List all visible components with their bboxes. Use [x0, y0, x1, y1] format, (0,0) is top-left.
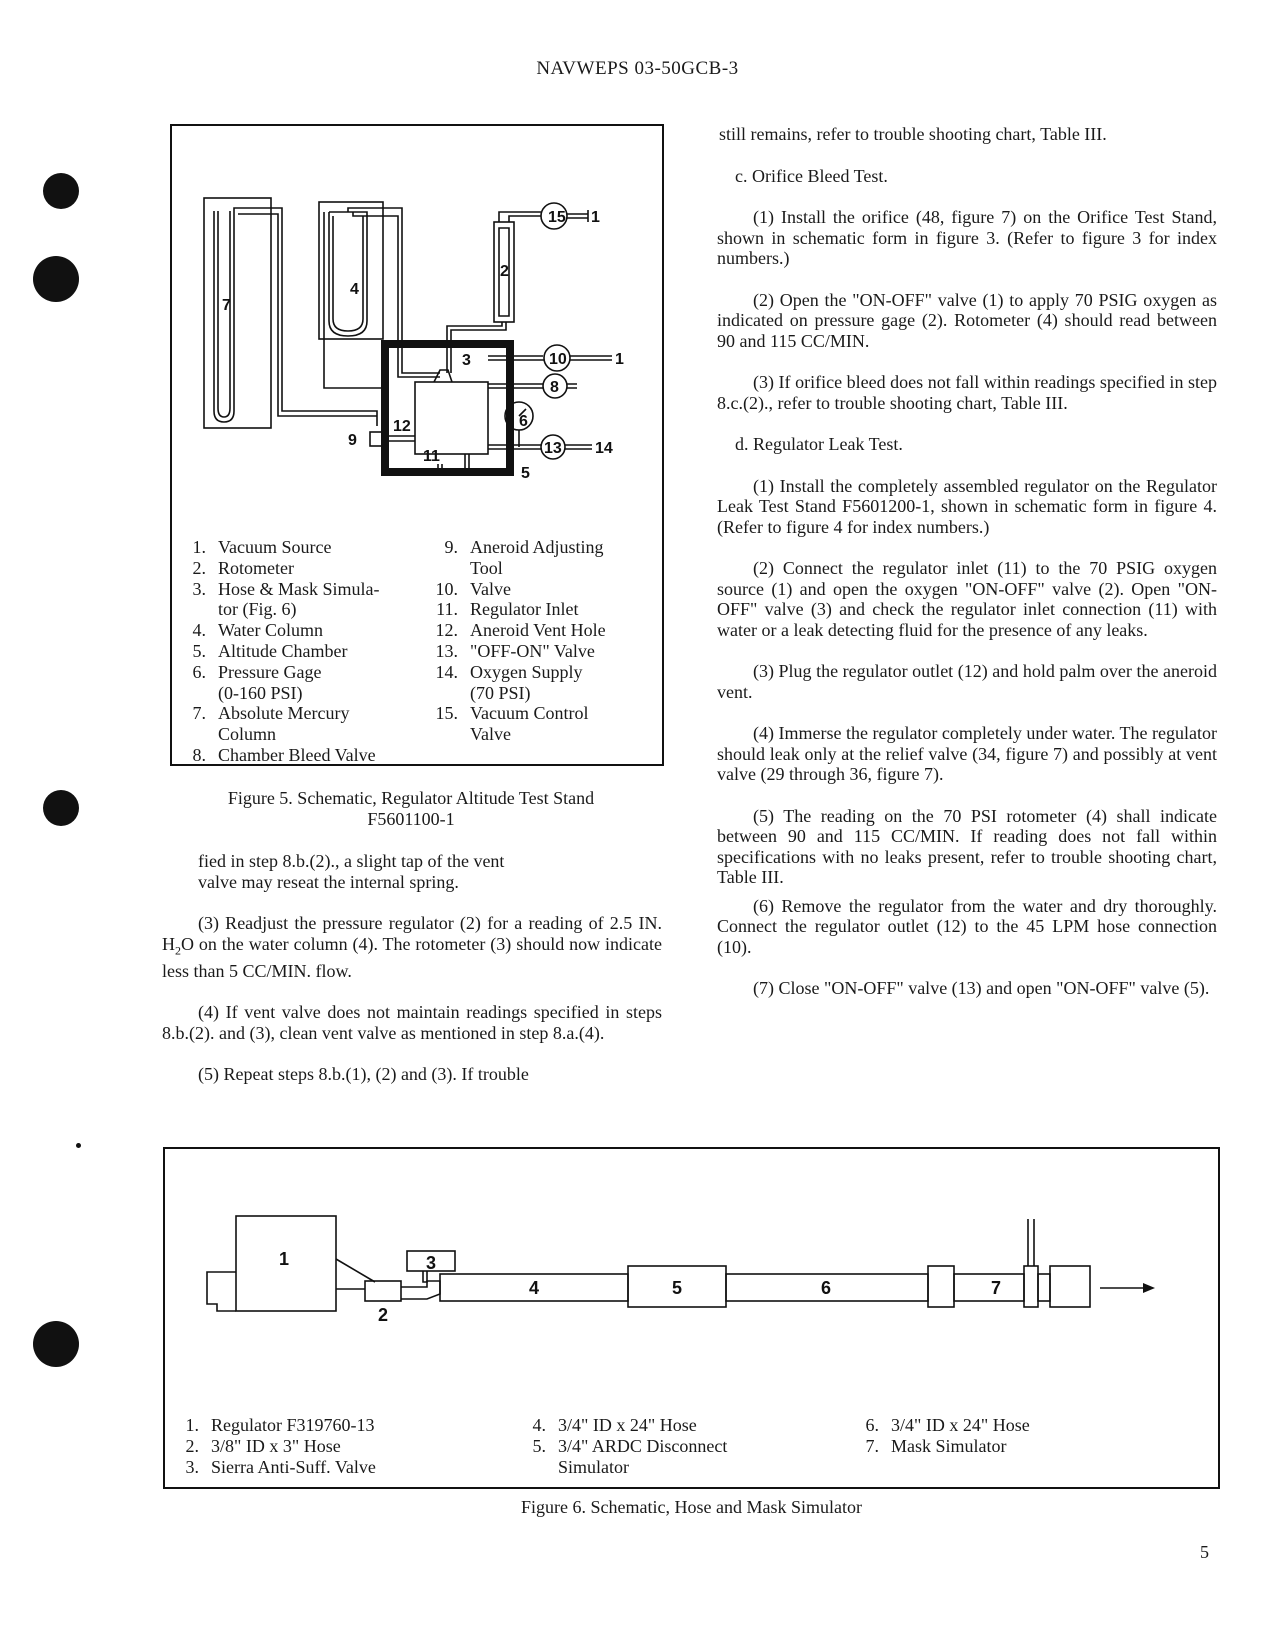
fig5-label: 9 [348, 432, 357, 449]
paragraph: (7) Close "ON-OFF" valve (13) and open "ON-OFF" valve (5). [753, 978, 1210, 998]
fig5-label: 2 [500, 263, 509, 280]
legend-text: Hose & Mask Simula- [218, 578, 380, 599]
fig5-label: 3 [462, 352, 471, 369]
legend-text: Valve [470, 724, 511, 745]
legend-number: 1. [185, 1415, 199, 1435]
fig6-label: 4 [529, 1278, 540, 1298]
legend-item [172, 745, 422, 766]
legend-number: 6. [192, 661, 206, 682]
legend-number [172, 724, 218, 745]
fig5-label: 13 [544, 440, 562, 457]
legend-number: 7. [865, 1435, 879, 1456]
legend-item [512, 1415, 832, 1436]
legend-item [512, 1436, 832, 1457]
section-heading: d. Regulator Leak Test. [735, 434, 903, 454]
legend-text: (0-160 PSI) [218, 682, 303, 703]
legend-number [424, 558, 470, 579]
paragraph: (1) Install the completely assembled regulator on the Regulator Leak Test Stand F5601200-1, shown in schematic form in figure 4. (Refer to figure 4 for index numbers.) [717, 475, 1217, 537]
legend-number: 4. [192, 620, 206, 641]
caption-line: F5601100-1 [367, 809, 455, 829]
legend-item [172, 683, 422, 704]
legend-text: Water Column [218, 620, 324, 641]
legend-number: 10. [435, 578, 458, 599]
fig6-label: 3 [426, 1253, 437, 1273]
section-heading: c. Orifice Bleed Test. [735, 165, 888, 186]
paragraph: fied in step 8.b.(2)., a slight tap of the vent [198, 851, 505, 871]
fig6-label: 2 [378, 1305, 389, 1325]
legend-number: 2. [185, 1435, 199, 1456]
fig6-label: 1 [279, 1249, 290, 1269]
paragraph: (4) If vent valve does not maintain readings specified in steps 8.b.(2). and (3), clean vent valve as mentioned in step 8.a.(4). [162, 1002, 662, 1043]
legend-number: 11. [436, 599, 458, 620]
legend-item [424, 558, 664, 579]
legend-text: Sierra Anti-Suff. Valve [211, 1456, 376, 1477]
legend-item [165, 1415, 485, 1436]
legend-item [172, 620, 422, 641]
legend-text: Chamber Bleed Valve [218, 744, 376, 765]
legend-number: 8. [192, 744, 206, 765]
fig5-label: 5 [521, 465, 530, 482]
fig5-label: 4 [350, 281, 359, 298]
legend-item [172, 724, 422, 745]
paragraph: (2) Connect the regulator inlet (11) to the 70 PSIG oxygen source (1) and open the oxygen "ON-OFF" valve (2). Open "ON-OFF" valve (3) and check the regulator inlet connection (11) with water or a leak detecting fluid for the presence of any leaks. [717, 558, 1217, 640]
legend-number [172, 599, 218, 620]
legend-number [512, 1457, 558, 1478]
figure-5-caption [160, 788, 662, 830]
legend-text: Aneroid Vent Hole [470, 620, 606, 641]
fig5-label: 11 [423, 448, 440, 465]
legend-text: Mask Simulator [891, 1435, 1007, 1456]
legend-item [424, 620, 664, 641]
text-span: (3) Readjust the pressure regulator (2) for a reading of 2.5 IN. H [162, 913, 662, 954]
legend-item [424, 683, 664, 704]
legend-text: 3/4" ARDC Disconnect [558, 1435, 728, 1456]
legend-number: 1. [192, 537, 206, 557]
legend-item [172, 641, 422, 662]
paragraph: (1) Install the orifice (48, figure 7) on the Orifice Test Stand, shown in schematic form in figure 3. (Refer to figure 3 for index numbers.) [717, 207, 1217, 268]
fig5-label: 7 [222, 297, 231, 314]
legend-item [845, 1436, 1165, 1457]
text-span: O on the water column (4). The rotometer (3) should now indicate less than 5 CC/MIN. flow. [162, 933, 662, 981]
legend-item [172, 558, 422, 579]
legend-text: Altitude Chamber [218, 640, 348, 661]
fig5-label: 8 [550, 379, 559, 396]
document-number-header: NAVWEPS 03-50GCB-3 [536, 58, 739, 79]
legend-text: Vacuum Source [218, 537, 332, 557]
fig5-label: 12 [393, 418, 411, 435]
legend-number: 14. [435, 661, 458, 682]
legend-text: Simulator [558, 1456, 629, 1477]
legend-text: Absolute Mercury [218, 703, 350, 724]
figure-5-legend-left [172, 537, 422, 766]
fig5-label: 15 [548, 209, 566, 226]
legend-number: 12. [435, 620, 458, 641]
legend-number: 5. [532, 1435, 546, 1456]
legend-text: tor (Fig. 6) [218, 599, 297, 620]
legend-number: 15. [435, 703, 458, 724]
paragraph: (3) If orifice bleed does not fall within readings specified in step 8.c.(2)., refer to trouble shooting chart, Table III. [717, 372, 1217, 413]
legend-item [424, 703, 664, 724]
legend-number: 4. [532, 1415, 546, 1435]
paragraph: (5) Repeat steps 8.b.(1), (2) and (3). If trouble [198, 1064, 529, 1085]
legend-item [424, 537, 664, 558]
legend-text: "OFF-ON" Valve [470, 640, 595, 661]
fig6-label: 7 [991, 1278, 1002, 1298]
paragraph: (3) Plug the regulator outlet (12) and hold palm over the aneroid vent. [717, 661, 1217, 702]
binder-hole [33, 256, 79, 302]
figure-6-legend-col2 [512, 1415, 832, 1477]
legend-text: Regulator F319760-13 [211, 1415, 375, 1435]
legend-number: 9. [444, 537, 458, 557]
legend-item [845, 1415, 1165, 1436]
figure-6-legend-col3 [845, 1415, 1165, 1457]
paragraph: still remains, refer to trouble shooting chart, Table III. [719, 124, 1107, 144]
paragraph: (4) Immerse the regulator completely under water. The regulator should leak only at the relief valve (34, figure 7) and possibly at vent valve (29 through 36, figure 7). [717, 723, 1217, 784]
paragraph: (5) The reading on the 70 PSI rotometer (4) shall indicate between 90 and 115 CC/MIN. If reading does not fall within specifications with no leaks present, refer to trouble shooting chart, Table III. [717, 805, 1217, 887]
legend-item [165, 1457, 485, 1478]
legend-text: 3/4" ID x 24" Hose [558, 1415, 697, 1435]
page-number: 5 [1200, 1542, 1209, 1562]
legend-text: Oxygen Supply [470, 661, 583, 682]
legend-item [512, 1457, 832, 1478]
paragraph: valve may reseat the internal spring. [198, 871, 459, 892]
figure-6-schematic [165, 1149, 1218, 1329]
legend-item [172, 703, 422, 724]
legend-number: 3. [192, 578, 206, 599]
paragraph [162, 913, 662, 981]
binder-hole [33, 1321, 79, 1367]
legend-item [172, 662, 422, 683]
paragraph: (2) Open the "ON-OFF" valve (1) to apply 70 PSIG oxygen as indicated on pressure gage (2). Rotometer (4) should read between 90 and 115 CC/MIN. [717, 289, 1217, 351]
legend-text: Pressure Gage [218, 661, 322, 682]
legend-number: 7. [192, 703, 206, 724]
fig5-label: 1 [615, 351, 624, 368]
legend-text: 3/4" ID x 24" Hose [891, 1415, 1030, 1435]
fig5-label: 6 [519, 413, 528, 430]
legend-text: Aneroid Adjusting [470, 537, 604, 557]
legend-item [165, 1436, 485, 1457]
legend-text: Column [218, 724, 277, 745]
legend-number: 6. [865, 1415, 879, 1435]
legend-item [172, 579, 422, 600]
fig5-label: 10 [549, 351, 567, 368]
figure-6-caption: Figure 6. Schematic, Hose and Mask Simulator [521, 1497, 862, 1517]
legend-number: 13. [435, 640, 458, 661]
figure-5-legend-right [424, 537, 664, 745]
legend-text: 3/8" ID x 3" Hose [211, 1435, 341, 1456]
legend-number: 2. [192, 557, 206, 578]
legend-text: Valve [470, 578, 511, 599]
legend-item [424, 579, 664, 600]
subscript: 2 [175, 943, 181, 958]
fig5-label: 1 [591, 209, 600, 226]
legend-item [424, 641, 664, 662]
fig5-label: 14 [595, 440, 613, 457]
legend-number: 5. [192, 640, 206, 661]
caption-line: Figure 5. Schematic, Regulator Altitude Test Stand [227, 788, 595, 808]
figure-6-legend-col1 [165, 1415, 485, 1477]
legend-number [172, 683, 218, 704]
legend-number: 3. [185, 1456, 199, 1477]
legend-item [424, 724, 664, 745]
legend-item [424, 599, 664, 620]
punch-dot [76, 1143, 81, 1148]
figure-6-frame [163, 1147, 1220, 1489]
figure-5-schematic [172, 126, 662, 511]
legend-text: Regulator Inlet [470, 599, 579, 620]
legend-number [424, 724, 470, 745]
paragraph: (6) Remove the regulator from the water and dry thoroughly. Connect the regulator outlet (12) to the 45 LPM hose connection (10). [717, 895, 1217, 957]
binder-hole [43, 173, 79, 209]
legend-item [172, 599, 422, 620]
fig6-label: 5 [672, 1278, 683, 1298]
right-column-text [717, 124, 1217, 1020]
legend-item [424, 662, 664, 683]
legend-text: (70 PSI) [470, 682, 531, 703]
left-column-text [162, 851, 662, 1106]
figure-5-frame [170, 124, 664, 766]
legend-text: Vacuum Control [470, 703, 589, 724]
legend-number [424, 683, 470, 704]
legend-text: Tool [470, 557, 503, 578]
fig6-label: 6 [821, 1278, 832, 1298]
legend-text: Rotometer [218, 557, 294, 578]
binder-hole [43, 790, 79, 826]
legend-item [172, 537, 422, 558]
